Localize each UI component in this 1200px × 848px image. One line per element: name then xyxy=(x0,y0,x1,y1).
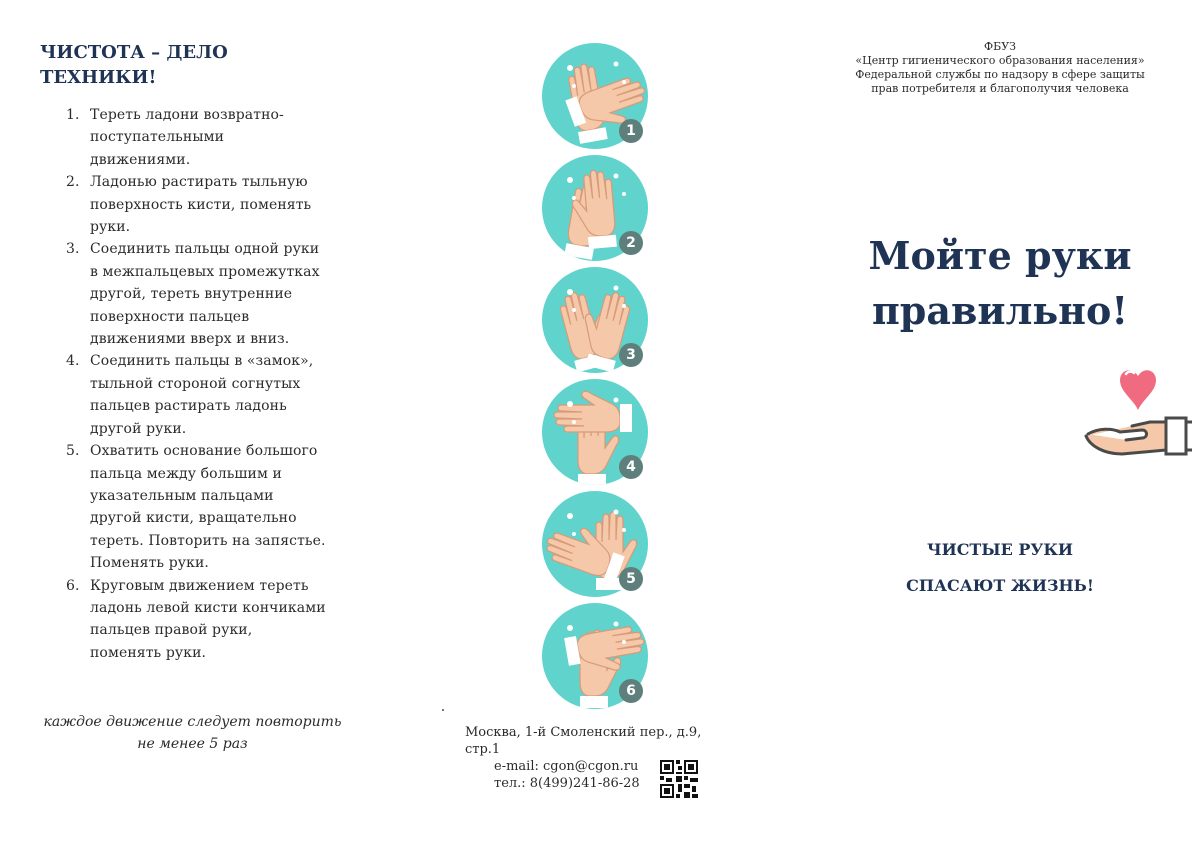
step-illustration xyxy=(540,490,650,598)
step-text-line: поверхность кисти, поменять xyxy=(90,196,312,213)
step-illustration xyxy=(540,266,650,374)
slogan-line1: ЧИСТЫЕ РУКИ xyxy=(926,540,1074,559)
step-text-line: пальца между большим и xyxy=(90,465,282,482)
step-text-line: Соединить пальцы одной руки xyxy=(90,241,320,258)
step-illustrations xyxy=(540,42,650,714)
step-text-line: поступательными xyxy=(90,129,225,146)
step-item xyxy=(66,350,350,440)
qr-code-icon xyxy=(660,760,698,798)
heart-in-hand-icon xyxy=(1080,362,1195,467)
headline-line1: Мойте руки xyxy=(868,233,1132,278)
slogan-line2: СПАСАЮТ ЖИЗНЬ! xyxy=(906,576,1094,595)
repeat-note xyxy=(40,711,345,755)
step-text-line: Ладонью растирать тыльную xyxy=(90,174,308,191)
step-number: 4. xyxy=(66,353,80,370)
step-text-line: тереть. Повторить на запястье. xyxy=(90,532,326,549)
step-illustration xyxy=(540,602,650,710)
step-text-line: поменять руки. xyxy=(90,644,207,661)
step-text-line: другой кисти, вращательно xyxy=(90,510,297,527)
step-text-line: Охватить основание большого xyxy=(90,443,318,460)
contact-email: e-mail: cgon@cgon.ru xyxy=(494,759,639,774)
instructions-title-line1: ЧИСТОТА – ДЕЛО xyxy=(40,42,228,63)
step-text-line: пальцев растирать ладонь xyxy=(90,398,287,415)
step-number: 2. xyxy=(66,174,80,191)
step-number: 6. xyxy=(66,577,80,594)
step-item xyxy=(66,238,350,350)
step-badge: 5 xyxy=(619,567,643,591)
step-text-line: Поменять руки. xyxy=(90,555,209,572)
org-line2: «Центр гигиенического образования населения» xyxy=(855,54,1145,67)
step-text-line: Тереть ладони возвратно- xyxy=(90,107,284,123)
headline-line2: правильно! xyxy=(871,288,1129,333)
instructions-title-line2: ТЕХНИКИ! xyxy=(40,67,157,88)
org-line3: Федеральной службы по надзору в сфере защиты xyxy=(855,68,1145,81)
step-text-line: Круговым движением тереть xyxy=(90,577,309,594)
repeat-note-line2: не менее 5 раз xyxy=(137,736,248,752)
instructions-title xyxy=(40,40,350,90)
step-text-line: в межпальцевых промежутках xyxy=(90,263,320,280)
step-illustration xyxy=(540,154,650,262)
step-text-line: поверхности пальцев xyxy=(90,308,250,325)
org-line1: ФБУЗ xyxy=(983,40,1017,53)
step-number: 1. xyxy=(66,107,80,123)
slogan xyxy=(840,532,1160,604)
step-badge: 1 xyxy=(619,119,643,143)
step-text-line: руки. xyxy=(90,219,131,236)
step-illustration xyxy=(540,378,650,486)
stray-dot xyxy=(442,709,444,711)
step-item xyxy=(66,171,350,238)
step-badge: 3 xyxy=(619,343,643,367)
step-text-line: ладонь левой кисти кончиками xyxy=(90,599,326,616)
step-item xyxy=(66,575,350,665)
step-number: 5. xyxy=(66,443,80,460)
contact-address: Москва, 1-й Смоленский пер., д.9, стр.1 xyxy=(465,725,702,757)
instructions-panel xyxy=(40,40,350,664)
main-headline xyxy=(840,228,1160,338)
step-text-line: другой руки. xyxy=(90,420,187,437)
organization-header xyxy=(830,40,1170,96)
step-text-line: тыльной стороной согнутых xyxy=(90,375,301,392)
step-text-line: указательным пальцами xyxy=(90,487,274,504)
step-text-line: Соединить пальцы в «замок», xyxy=(90,353,314,370)
step-item xyxy=(66,104,350,171)
steps-list xyxy=(40,104,350,664)
step-number: 3. xyxy=(66,241,80,258)
step-badge: 2 xyxy=(619,231,643,255)
org-line4: прав потребителя и благополучия человека xyxy=(871,82,1129,95)
repeat-note-line1: каждое движение следует повторить xyxy=(43,714,342,730)
step-text-line: движениями. xyxy=(90,151,191,168)
step-item xyxy=(66,440,350,574)
step-badge: 4 xyxy=(619,455,643,479)
step-illustration xyxy=(540,42,650,150)
contact-phone: тел.: 8(499)241-86-28 xyxy=(494,776,640,791)
step-text-line: движениями вверх и вниз. xyxy=(90,331,290,348)
step-text-line: другой, тереть внутренние xyxy=(90,286,293,303)
step-badge: 6 xyxy=(619,679,643,703)
step-text-line: пальцев правой руки, xyxy=(90,622,253,639)
